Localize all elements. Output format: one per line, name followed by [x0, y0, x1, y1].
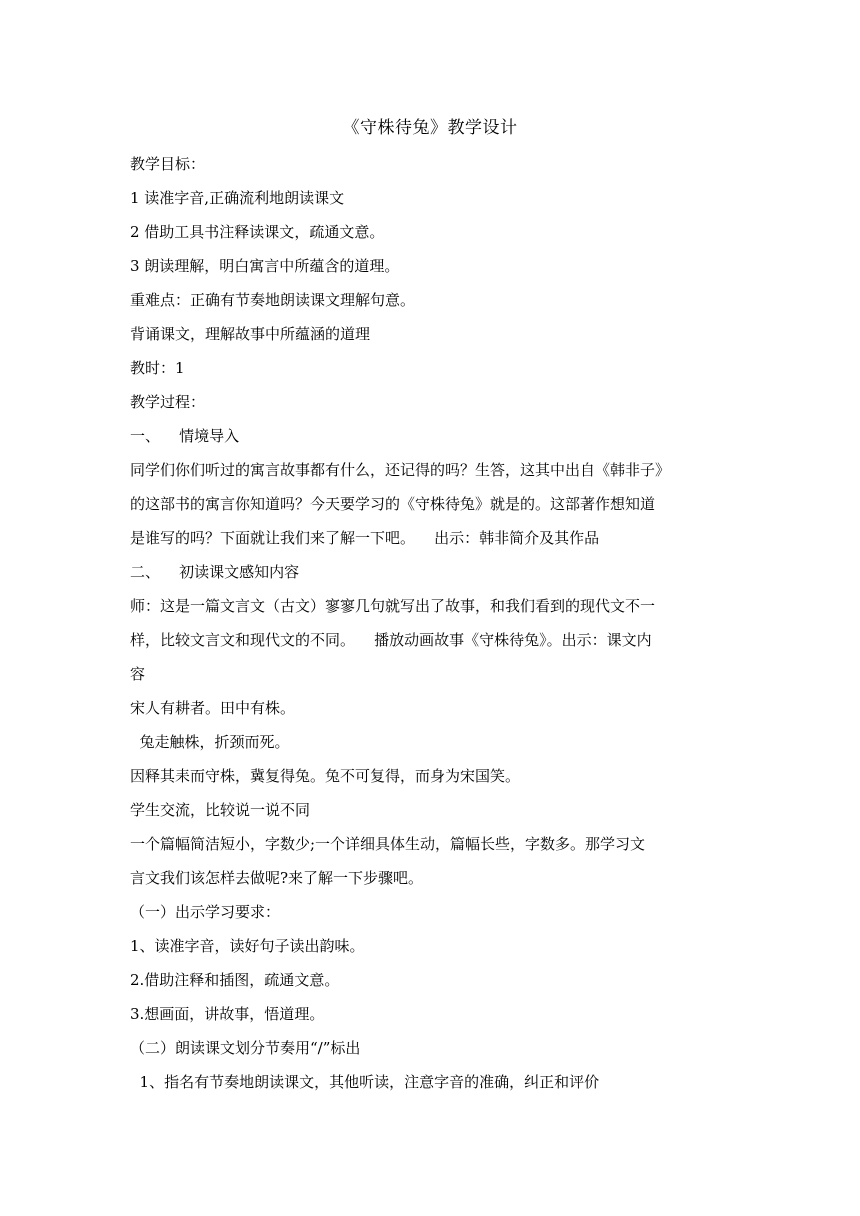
paragraph-line: 的这部书的寓言你知道吗？今天要学习的《守株待兔》就是的。这部著作想知道: [130, 495, 656, 513]
section-heading-1: 一、 情境导入: [130, 427, 240, 445]
goal-item-2: 2 借助工具书注释读课文，疏通文意。: [130, 223, 385, 241]
paragraph-line: 言文我们该怎样去做呢?来了解一下步骤吧。: [130, 869, 424, 887]
paragraph-line: 一个篇幅简洁短小，字数少;一个详细具体生动，篇幅长些，字数多。那学习文: [130, 835, 646, 853]
heading-teaching-process: 教学过程：: [130, 393, 206, 411]
paragraph-line: 是谁写的吗？下面就让我们来了解一下吧。 出示：韩非简介及其作品: [130, 529, 600, 547]
requirement-item-3: 3.想画面，讲故事，悟道理。: [130, 1005, 325, 1023]
key-points: 重难点：正确有节奏地朗读课文理解句意。: [130, 291, 416, 309]
requirement-item-2: 2.借助注释和插图，疏通文意。: [130, 971, 340, 989]
paragraph-line: 样，比较文言文和现代文的不同。 播放动画故事《守株待兔》。出示：课文内: [130, 631, 652, 649]
paragraph-line: 容: [130, 665, 146, 683]
text-line: 兔走触株，折颈而死。: [130, 733, 290, 751]
subsection-heading-1: （一）出示学习要求：: [130, 903, 281, 921]
class-hours: 教时：1: [130, 359, 185, 377]
paragraph-line: 同学们你们听过的寓言故事都有什么，还记得的吗？生答，这其中出自《韩非子》: [130, 461, 671, 479]
paragraph-line: 学生交流，比较说一说不同: [130, 801, 311, 819]
heading-teaching-goals: 教学目标：: [130, 155, 206, 173]
goal-item-3: 3 朗读理解，明白寓言中所蕴含的道理。: [130, 257, 400, 275]
section-heading-2: 二、 初读课文感知内容: [130, 563, 300, 581]
paragraph-line: 师：这是一篇文言文（古文）寥寥几句就写出了故事，和我们看到的现代文不一: [130, 597, 656, 615]
goal-item-1: 1 读准字音,正确流利地朗读课文: [130, 189, 345, 207]
document-title: 《守株待兔》教学设计: [342, 118, 518, 138]
subsection-heading-2: （二）朗读课文划分节奏用“/”标出: [130, 1039, 361, 1057]
key-points-continued: 背诵课文，理解故事中所蕴涵的道理: [130, 325, 371, 343]
text-line: 宋人有耕者。田中有株。: [130, 699, 296, 717]
text-line: 因释其耒而守株，冀复得兔。兔不可复得，而身为宋国笑。: [130, 767, 521, 785]
requirement-item-1: 1、读准字音，读好句子读出韵味。: [130, 937, 365, 955]
step-item-1: 1、指名有节奏地朗读课文，其他听读，注意字音的准确，纠正和评价: [130, 1073, 600, 1091]
